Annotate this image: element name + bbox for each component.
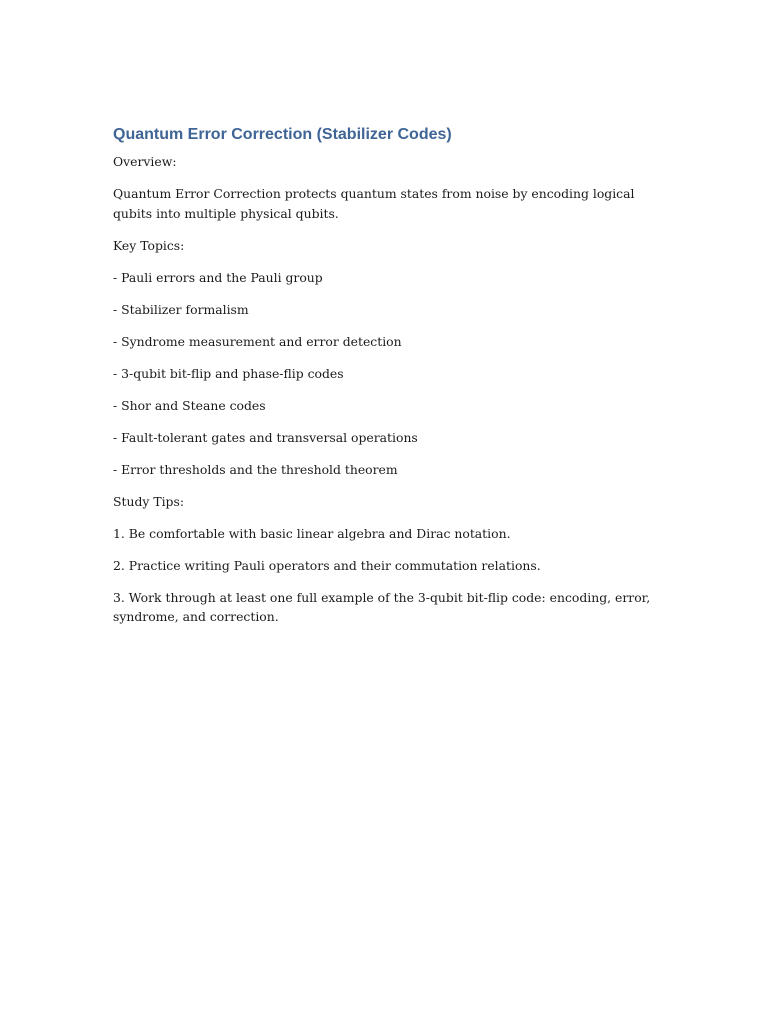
study-tip-item: 3. Work through at least one full example of the 3-qubit bit-flip code: encoding, error, syndrome, and correction. xyxy=(113,589,651,624)
key-topic-item: - Pauli errors and the Pauli group xyxy=(113,269,323,285)
key-topics-heading: Key Topics: xyxy=(113,237,185,253)
study-tip-item: 2. Practice writing Pauli operators and their commutation relations. xyxy=(113,557,541,573)
document-title: Quantum Error Correction (Stabilizer Codes) xyxy=(113,126,452,143)
key-topic-item: - 3-qubit bit-flip and phase-flip codes xyxy=(113,365,344,381)
key-topic-item: - Syndrome measurement and error detection xyxy=(113,333,402,349)
overview-text: Quantum Error Correction protects quantum states from noise by encoding logical qubits into multiple physical qubits. xyxy=(113,186,635,221)
key-topic-item: - Shor and Steane codes xyxy=(113,397,266,413)
overview-heading: Overview: xyxy=(113,154,177,169)
study-tip-item: 1. Be comfortable with basic linear algebra and Dirac notation. xyxy=(113,525,511,541)
document-page xyxy=(113,124,653,639)
study-tips-heading: Study Tips: xyxy=(113,493,185,509)
key-topic-item: - Error thresholds and the threshold theorem xyxy=(113,461,398,477)
key-topic-item: - Stabilizer formalism xyxy=(113,301,249,317)
key-topic-item: - Fault-tolerant gates and transversal operations xyxy=(113,429,418,445)
